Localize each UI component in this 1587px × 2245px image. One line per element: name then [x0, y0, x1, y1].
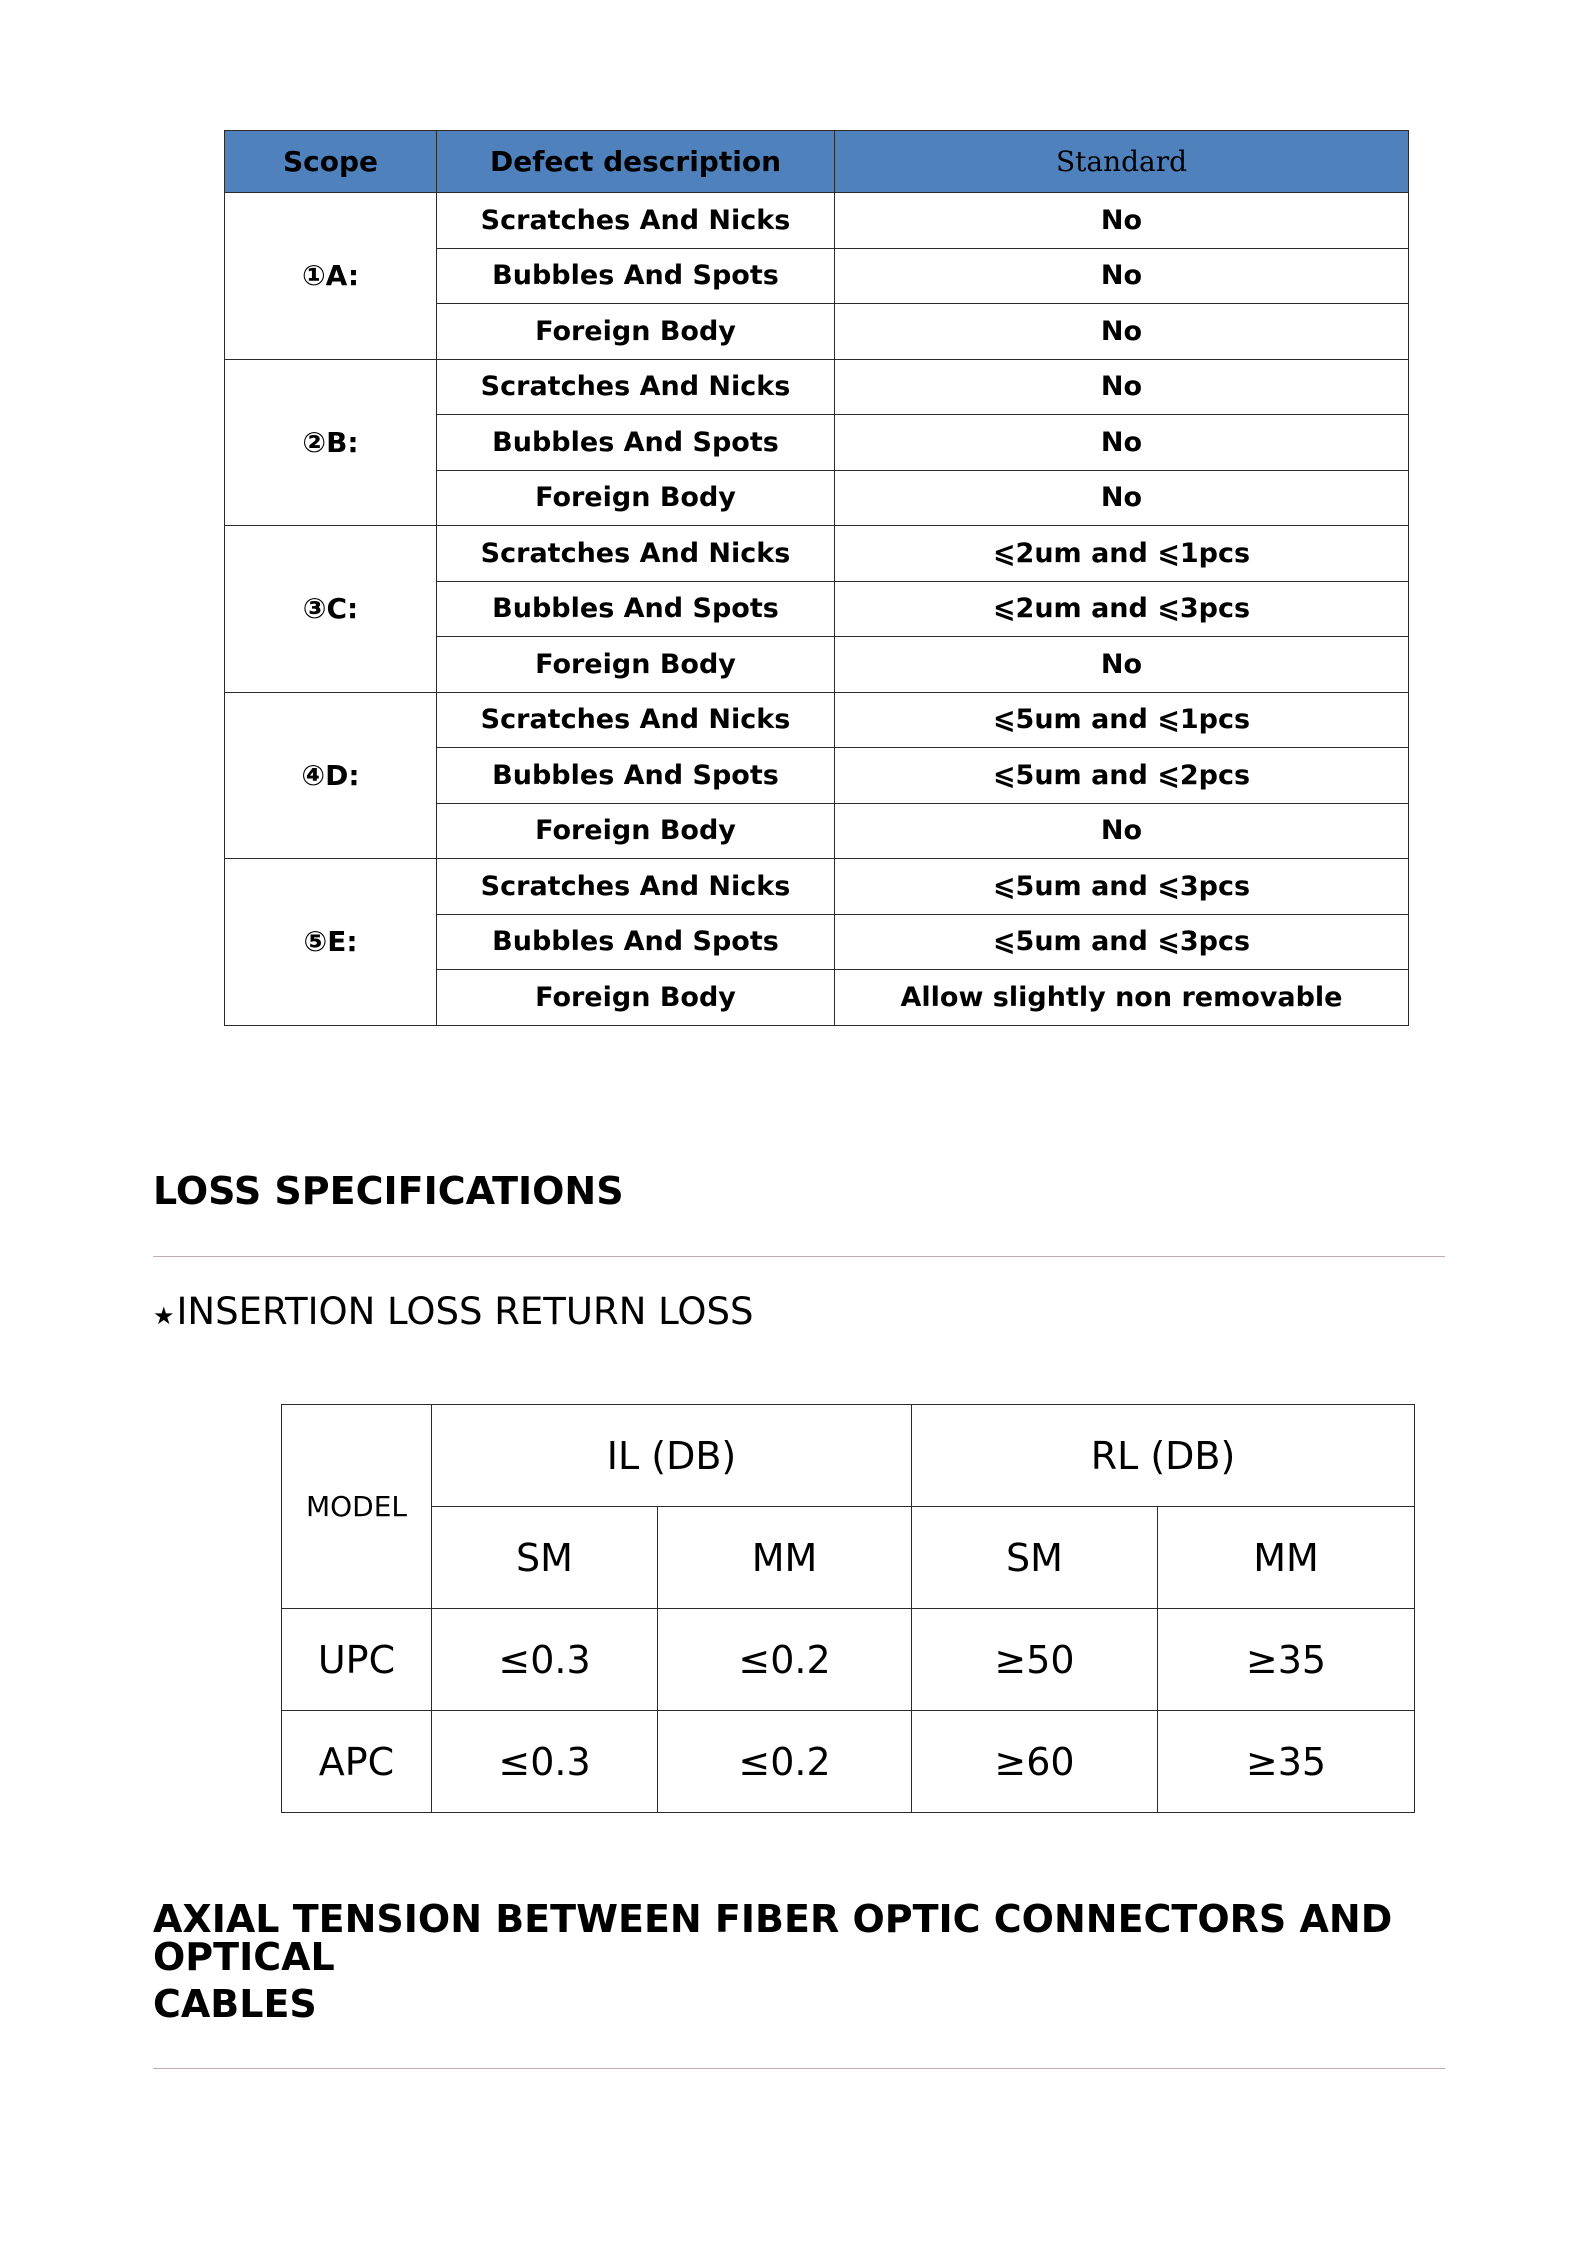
il-sm-cell: ≤0.3: [432, 1609, 658, 1711]
axial-tension-heading-line-2: CABLES: [153, 1982, 317, 2026]
table-row: [225, 692, 1409, 748]
standard-cell: Allow slightly non removable: [835, 970, 1409, 1026]
rl-sm-header: SM: [912, 1507, 1158, 1609]
scope-cell: ④D:: [225, 692, 437, 859]
insertion-return-loss-subheading: [153, 1290, 754, 1333]
model-header: MODEL: [282, 1405, 432, 1609]
section-divider: [153, 1256, 1445, 1257]
header-scope: Scope: [225, 131, 437, 193]
defect-cell: Foreign Body: [437, 970, 835, 1026]
standard-cell: No: [835, 359, 1409, 415]
il-mm-cell: ≤0.2: [658, 1711, 912, 1813]
defect-cell: Bubbles And Spots: [437, 748, 835, 804]
rl-header: RL (DB): [912, 1405, 1415, 1507]
loss-table-subheader-row: [282, 1507, 1415, 1609]
standard-cell: No: [835, 304, 1409, 360]
table-row: [225, 526, 1409, 582]
scope-cell: ③C:: [225, 526, 437, 693]
defect-cell: Scratches And Nicks: [437, 859, 835, 915]
standard-cell: ⩽2um and ⩽3pcs: [835, 581, 1409, 637]
standard-cell: ⩽5um and ⩽3pcs: [835, 859, 1409, 915]
scope-cell: ①A:: [225, 193, 437, 360]
defect-cell: Foreign Body: [437, 304, 835, 360]
defect-cell: Scratches And Nicks: [437, 692, 835, 748]
rl-mm-cell: ≥35: [1158, 1609, 1415, 1711]
scope-cell: ②B:: [225, 359, 437, 526]
table-row: [282, 1609, 1415, 1711]
il-sm-header: SM: [432, 1507, 658, 1609]
header-standard: Standard: [835, 131, 1409, 193]
defect-table-header-row: [225, 131, 1409, 193]
standard-cell: No: [835, 470, 1409, 526]
defect-cell: Foreign Body: [437, 803, 835, 859]
defect-cell: Foreign Body: [437, 637, 835, 693]
standard-cell: ⩽2um and ⩽1pcs: [835, 526, 1409, 582]
rl-mm-header: MM: [1158, 1507, 1415, 1609]
scope-cell: ⑤E:: [225, 859, 437, 1026]
defect-cell: Scratches And Nicks: [437, 359, 835, 415]
model-cell: UPC: [282, 1609, 432, 1711]
axial-tension-heading-line-1: AXIAL TENSION BETWEEN FIBER OPTIC CONNECTORS AND OPTICAL: [153, 1897, 1393, 1979]
standard-cell: No: [835, 415, 1409, 471]
standard-cell: ⩽5um and ⩽3pcs: [835, 914, 1409, 970]
star-icon: ★: [153, 1302, 175, 1330]
rl-mm-cell: ≥35: [1158, 1711, 1415, 1813]
standard-cell: No: [835, 803, 1409, 859]
section-divider: [153, 2068, 1445, 2069]
table-row: [225, 859, 1409, 915]
defect-cell: Scratches And Nicks: [437, 526, 835, 582]
defect-cell: Bubbles And Spots: [437, 415, 835, 471]
table-row: [225, 359, 1409, 415]
model-cell: APC: [282, 1711, 432, 1813]
defect-cell: Bubbles And Spots: [437, 581, 835, 637]
defect-cell: Scratches And Nicks: [437, 193, 835, 249]
defect-table-body: [225, 193, 1409, 1026]
il-header: IL (DB): [432, 1405, 912, 1507]
subheading-text: INSERTION LOSS RETURN LOSS: [176, 1290, 754, 1333]
rl-sm-cell: ≥50: [912, 1609, 1158, 1711]
defect-cell: Bubbles And Spots: [437, 914, 835, 970]
standard-cell: ⩽5um and ⩽2pcs: [835, 748, 1409, 804]
rl-sm-cell: ≥60: [912, 1711, 1158, 1813]
standard-cell: No: [835, 193, 1409, 249]
standard-cell: No: [835, 248, 1409, 304]
table-row: [225, 193, 1409, 249]
defect-standards-table: [224, 130, 1409, 1026]
il-sm-cell: ≤0.3: [432, 1711, 658, 1813]
header-defect-description: Defect description: [437, 131, 835, 193]
defect-cell: Foreign Body: [437, 470, 835, 526]
standard-cell: ⩽5um and ⩽1pcs: [835, 692, 1409, 748]
standard-cell: No: [835, 637, 1409, 693]
defect-cell: Bubbles And Spots: [437, 248, 835, 304]
il-mm-header: MM: [658, 1507, 912, 1609]
loss-table-header-row: [282, 1405, 1415, 1507]
il-mm-cell: ≤0.2: [658, 1609, 912, 1711]
table-row: [282, 1711, 1415, 1813]
loss-table: [281, 1404, 1415, 1813]
loss-specifications-heading: LOSS SPECIFICATIONS: [153, 1169, 624, 1213]
